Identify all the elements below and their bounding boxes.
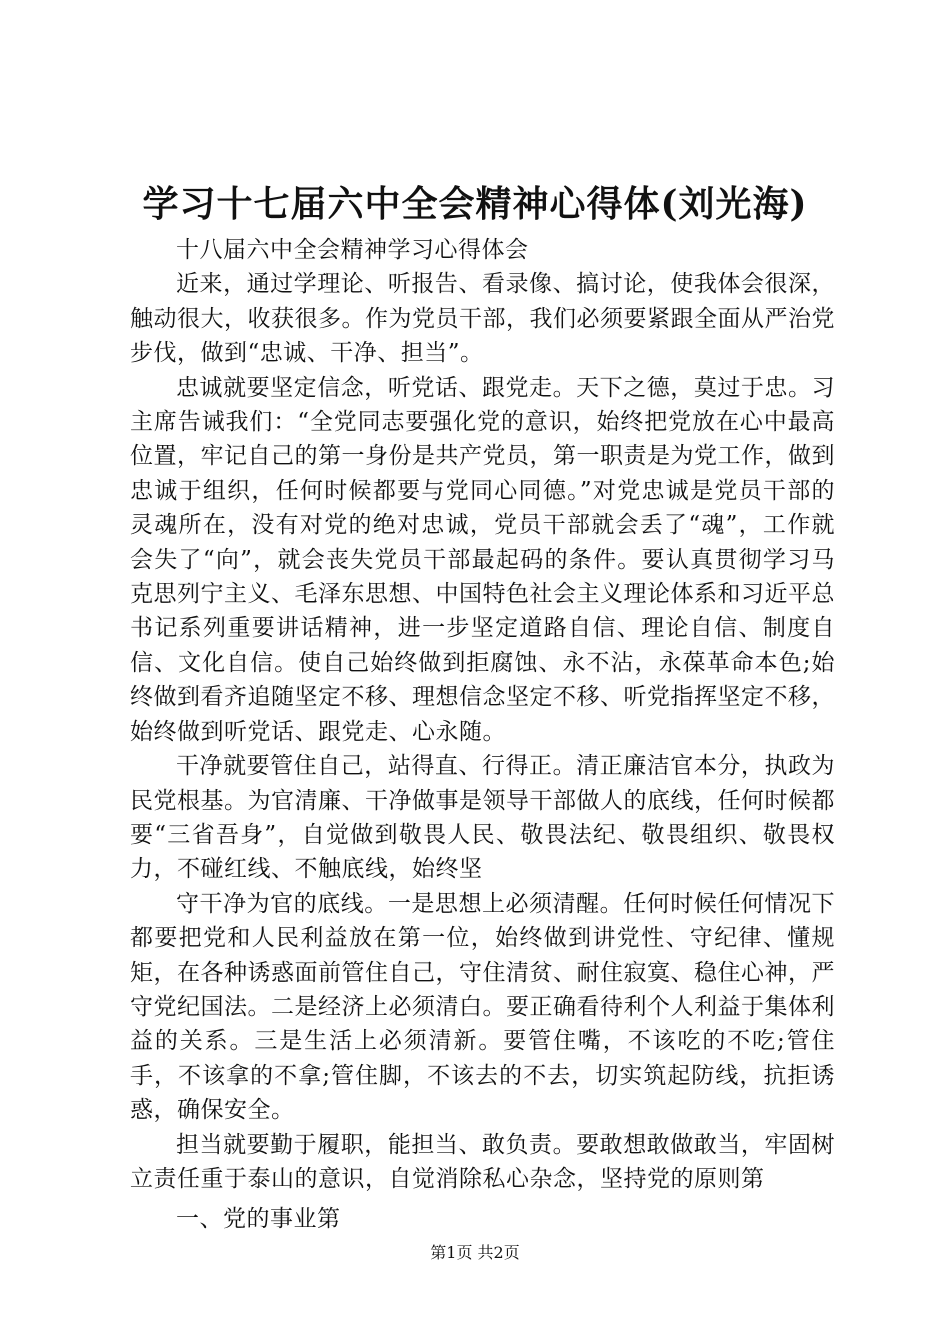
- paragraph-integrity-continued: 守干净为官的底线。一是思想上必须清醒。任何时候任何情况下都要把党和人民利益放在第一位，始终做到讲党性、守纪律、懂规矩，在各种诱惑面前管住自己，守住清贫、耐住寂寞、稳住心神，严守党纪国法。二是经济上必须清白。要正确看待利个人利益于集体利益的关系。三是生活上必须清新。要管住嘴，不该吃的不吃;管住手，不该拿的不拿;管住脚，不该去的不去，切实筑起防线，抗拒诱惑，确保安全。: [130, 890, 835, 1124]
- paragraph-intro: 近来，通过学理论、听报告、看录像、搞讨论，使我体会很深，触动很大，收获很多。作为党员干部，我们必须要紧跟全面从严治党步伐，做到“忠诚、干净、担当”。: [130, 271, 835, 367]
- document-body: [130, 233, 835, 1237]
- page-number-footer: 第1页 共2页: [430, 1243, 520, 1262]
- document-title: 学习十七届六中全会精神心得体(刘光海): [142, 183, 808, 225]
- section-heading-line: 一、党的事业第: [176, 1206, 341, 1233]
- paragraph-responsibility: 担当就要勤于履职，能担当、敢负责。要敢想敢做敢当，牢固树立责任重于泰山的意识，自觉消除私心杂念，坚持党的原则第: [130, 1131, 835, 1192]
- document-subtitle: 十八届六中全会精神学习心得体会: [176, 237, 529, 263]
- paragraph-loyalty: 忠诚就要坚定信念，听党话、跟党走。天下之德，莫过于忠。习主席告诫我们：“全党同志要强化党的意识，始终把党放在心中最高位置，牢记自己的第一身份是共产党员，第一职责是为党工作，做到忠诚于组织，任何时候都要与党同心同德。”对党忠诚是党员干部的灵魂所在，没有对党的绝对忠诚，党员干部就会丢了“魂”，工作就会失了“向”，就会丧失党员干部最起码的条件。要认真贯彻学习马克思列宁主义、毛泽东思想、中国特色社会主义理论体系和习近平总书记系列重要讲话精神，进一步坚定道路自信、理论自信、制度自信、文化自信。使自己始终做到拒腐蚀、永不沾，永葆革命本色;始终做到看齐追随坚定不移、理想信念坚定不移、听党指挥坚定不移，始终做到听党话、跟党走、心永随。: [130, 374, 835, 745]
- paragraph-integrity: 干净就要管住自己，站得直、行得正。清正廉洁官本分，执政为民党根基。为官清廉、干净做事是领导干部做人的底线，任何时候都要“三省吾身”，自觉做到敬畏人民、敬畏法纪、敬畏组织、敬畏权力，不碰红线、不触底线，始终坚: [130, 753, 835, 883]
